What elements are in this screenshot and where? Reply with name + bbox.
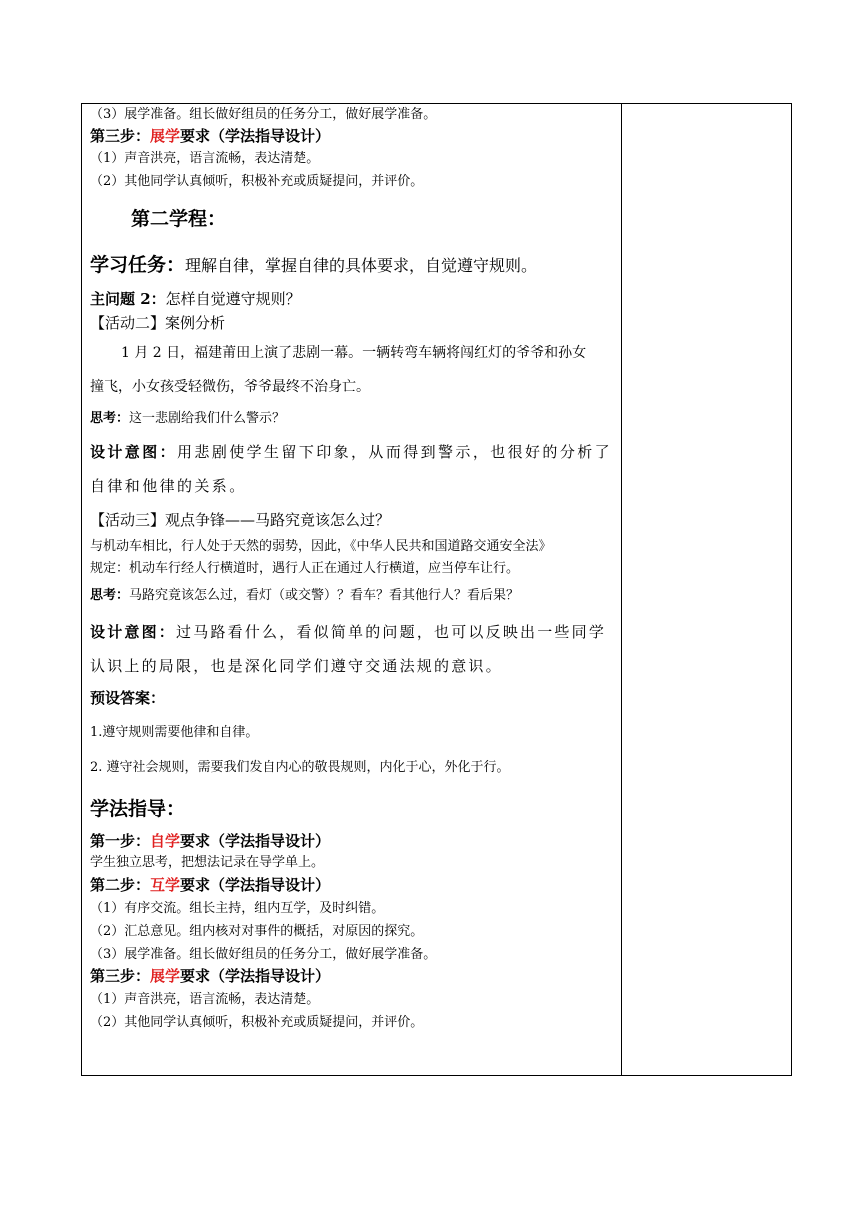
top-step3-item1: （1）声音洪亮，语言流畅，表达清楚。 <box>90 151 320 166</box>
main-question-2: 主问题 2：怎样自觉遵守规则？ <box>90 290 301 308</box>
top-step3-item2: （2）其他同学认真倾听，积极补充或质疑提问，并评价。 <box>90 174 424 189</box>
top-step3-key: 展学 <box>150 127 181 145</box>
law-line-2: 规定：机动车行经人行横道时，遇行人正在通过人行横道，应当停车让行。 <box>90 561 520 576</box>
guide-step1-text: 学生独立思考，把想法记录在导学单上。 <box>90 855 325 870</box>
design-intent-2-line1: 设计意图：过马路看什么，看似简单的问题，也可以反映出一些同学 <box>90 623 607 641</box>
guide-step2-key: 互学 <box>150 876 181 894</box>
preset-answer-2: 2. 遵守社会规则，需要我们发自内心的敬畏规则，内化于心，外化于行。 <box>90 760 510 775</box>
top-step2-item3: （3）展学准备。组长做好组员的任务分工，做好展学准备。 <box>90 107 437 122</box>
design-intent-1-line1: 设计意图：用悲剧使学生留下印象，从而得到警示，也很好的分析了 <box>90 443 613 461</box>
activity2-title: 【活动二】案例分析 <box>90 314 226 332</box>
second-process-heading: 第二学程： <box>131 208 227 230</box>
preset-answer-1: 1.遵守规则需要他律和自律。 <box>90 725 259 740</box>
guide-step1-heading: 第一步：自学要求（学法指导设计） <box>90 832 331 850</box>
guide-step2-item3: （3）展学准备。组长做好组员的任务分工，做好展学准备。 <box>90 947 437 962</box>
case-line-2: 撞飞，小女孩受轻微伤，爷爷最终不治身亡。 <box>90 379 370 395</box>
guide-step3-key: 展学 <box>150 967 181 985</box>
guide-step2-item2: （2）汇总意见。组内核对对事件的概括，对原因的探究。 <box>90 924 424 939</box>
case-line-1: 1 月 2 日，福建莆田上演了悲剧一幕。一辆转弯车辆将闯红灯的爷爷和孙女 <box>121 345 587 361</box>
guide-step3-item1: （1）声音洪亮，语言流畅，表达清楚。 <box>90 992 320 1007</box>
column-divider <box>621 104 622 1075</box>
guide-step3-heading: 第三步：展学要求（学法指导设计） <box>90 967 331 985</box>
guide-step2-heading: 第二步：互学要求（学法指导设计） <box>90 876 331 894</box>
design-intent-1-line2: 自律和他律的关系。 <box>90 477 247 495</box>
think-question-1: 思考：这一悲剧给我们什么警示？ <box>90 411 286 426</box>
learning-task: 学习任务：理解自律，掌握自律的具体要求，自觉遵守规则。 <box>90 254 538 276</box>
preset-answer-label: 预设答案： <box>90 689 166 707</box>
top-step3-heading: 第三步：展学要求（学法指导设计） <box>90 127 331 145</box>
design-intent-2-line2: 认识上的局限，也是深化同学们遵守交通法规的意识。 <box>90 657 503 675</box>
guide-step2-item1: （1）有序交流。组长主持，组内互学，及时纠错。 <box>90 901 385 916</box>
think-question-2: 思考：马路究竟该怎么过，看灯（或交警）？看车？看其他行人？看后果？ <box>90 588 520 603</box>
lesson-content-cell <box>90 104 616 1075</box>
guide-step3-item2: （2）其他同学认真倾听，积极补充或质疑提问，并评价。 <box>90 1015 424 1030</box>
lesson-table <box>81 103 792 1076</box>
guide-step1-key: 自学 <box>150 832 181 850</box>
activity3-title: 【活动三】观点争锋——马路究竟该怎么过？ <box>90 511 391 529</box>
law-line-1: 与机动车相比，行人处于天然的弱势，因此，《中华人民共和国道路交通安全法》 <box>90 539 552 554</box>
study-guide-heading: 学法指导： <box>90 798 186 820</box>
